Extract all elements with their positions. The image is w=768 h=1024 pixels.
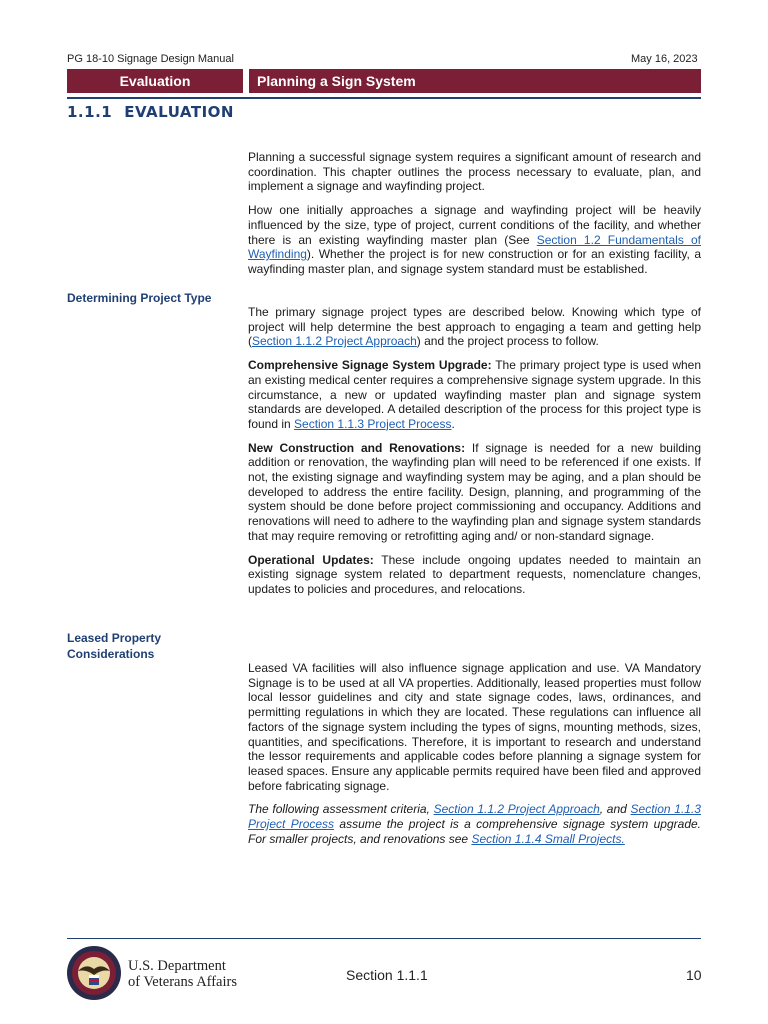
comprehensive-upgrade-paragraph: Comprehensive Signage System Upgrade: The primary project type is used when an existing medical center requires a comprehensive signage system upgrade. In this circumstance, a new or updated wayfinding master plan and signage system standards are developed. A detailed description of the process for this project type is found in Section 1.1.3 Project Process. xyxy=(248,358,702,431)
new-construction-paragraph: New Construction and Renovations: If signage is needed for a new building addition or renovation, the wayfinding plan will need to be referenced if one exists. If not, the existing signage and wayfinding system may be aging, and a plan should be developed to address the entire facility. Design, planning, and programming of the system should be done before project commissioning and occupancy. Additions and renovations will need to adhere to the wayfinding plan and signage system standards that may require removing or retrofitting aging and/ or non-standard signage. xyxy=(248,440,701,543)
link-section-1-1-2[interactable]: Section 1.1.2 Project Approach xyxy=(252,334,417,349)
project-type-paragraph: The primary signage project types are described below. Knowing which type of project will help determine the best approach to engaging a team and getting help (Section 1.1.2 Project Approach) and the project process to follow. xyxy=(248,305,701,349)
section-title: EVALUATION xyxy=(124,103,234,121)
leased-body xyxy=(248,661,701,855)
section-heading xyxy=(67,103,234,121)
operational-updates-paragraph: Operational Updates: These include ongoing updates needed to maintain an existing signage system related to department requests, nomenclature changes, updates to policies and procedures, and relocations. xyxy=(248,552,701,596)
header-divider xyxy=(67,97,701,99)
va-seal-icon xyxy=(66,945,122,1001)
footer-section-label: Section 1.1.1 xyxy=(346,967,428,983)
va-wordmark: U.S. Department of Veterans Affairs xyxy=(128,958,237,990)
link-section-1-1-3[interactable]: Section 1.1.3 Project Process xyxy=(294,416,452,431)
chapter-tab-planning: Planning a Sign System xyxy=(249,69,701,93)
link-note-section-1-1-2[interactable]: Section 1.1.2 Project Approach xyxy=(433,802,600,817)
intro-paragraph-1: Planning a successful signage system requires a significant amount of research and coordination. This chapter outlines the process necessary to evaluate, plan, and implement a signage and wayfinding project. xyxy=(248,150,701,194)
assessment-note: The following assessment criteria, Section 1.1.2 Project Approach, and Section 1.1.3 Project Process assume the project is a comprehensive signage system upgrade. For smaller projects, and renovations see Section 1.1.4 Small Projects. xyxy=(248,802,701,846)
section-number: 1.1.1 xyxy=(67,103,113,121)
intro-paragraph-2: How one initially approaches a signage and wayfinding project will be heavily influenced by the size, type of project, current conditions of the facility, and whether there is an existing wayfinding master plan (See Section 1.2 Fundamentals of Wayfinding). Whether the project is for new construction or for an existing facility, a wayfinding master plan, and signage system standard must be established. xyxy=(248,203,701,276)
intro-body xyxy=(248,150,701,286)
chapter-tab-evaluation: Evaluation xyxy=(67,69,243,93)
document-title: PG 18-10 Signage Design Manual xyxy=(67,53,234,65)
page-number: 10 xyxy=(686,967,702,983)
project-type-body xyxy=(248,305,701,606)
link-note-section-1-1-3[interactable]: Section 1.1.3 Project Process xyxy=(248,802,701,832)
footer-divider xyxy=(67,938,701,939)
side-heading-project-type: Determining Project Type xyxy=(67,291,212,305)
side-heading-leased: Leased Property Considerations xyxy=(67,631,162,661)
document-date: May 16, 2023 xyxy=(631,53,698,65)
link-section-1-2[interactable]: Section 1.2 Fundamentals of Wayfinding xyxy=(248,232,701,262)
leased-paragraph: Leased VA facilities will also influence signage application and use. VA Mandatory Signage is to be used at all VA properties. Additionally, leased properties must follow local lessor guidelines and city and state signage codes, laws, ordinances, and permitting regulations in which they are located. These regulations can influence all factors of the signage system including the types of signs, mounting methods, sizes, quantities, and specifications. Therefore, it is important to research and understand the lessor requirements and applicable codes before planning a signage system for leased spaces. Ensure any applicable permits required have been filed and approved before fabricating signage. xyxy=(248,661,701,793)
link-note-section-1-1-4[interactable]: Section 1.1.4 Small Projects. xyxy=(471,831,625,846)
